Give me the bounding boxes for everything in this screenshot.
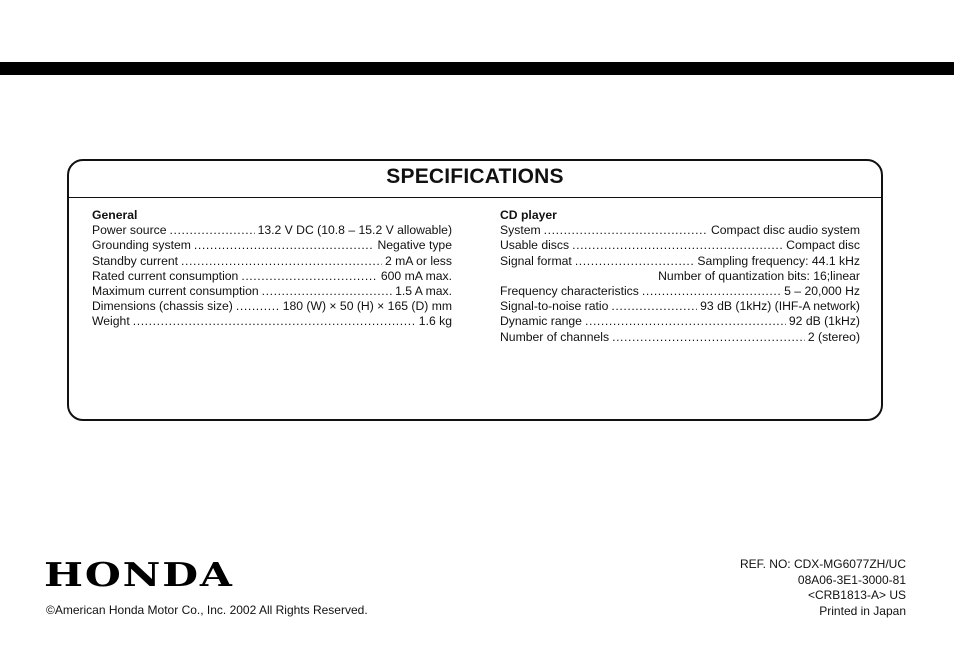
spec-value: 1.5 A max. <box>395 284 452 299</box>
spec-label: Standby current <box>92 253 179 268</box>
spec-value: 92 dB (1kHz) <box>788 314 860 329</box>
leader-dots <box>585 314 786 329</box>
spec-value: 2 (stereo) <box>807 329 860 344</box>
spec-row-number-of-channels <box>500 330 860 345</box>
leader-dots <box>572 238 783 253</box>
spec-value: 5 – 20,000 Hz <box>784 284 860 299</box>
spec-value: Compact disc audio system <box>710 223 860 238</box>
top-black-bar <box>0 62 954 75</box>
spec-label: Number of channels <box>500 329 610 344</box>
general-specs-column <box>92 208 452 330</box>
spec-label: Signal-to-noise ratio <box>500 299 609 314</box>
cd-player-heading: CD player <box>500 208 557 222</box>
spec-label: Maximum current consumption <box>92 284 259 299</box>
leader-dots <box>612 330 805 345</box>
spec-row-signal-format-continuation: Number of quantization bits: 16;linear <box>658 268 860 283</box>
spec-row-grounding-system <box>92 238 452 253</box>
specifications-title: SPECIFICATIONS <box>386 165 564 188</box>
spec-row-signal-to-noise <box>500 299 860 314</box>
printed-in: Printed in Japan <box>819 603 906 618</box>
leader-dots <box>241 269 378 284</box>
leader-dots <box>642 284 781 299</box>
spec-label: Frequency characteristics <box>500 284 639 299</box>
specifications-box <box>67 159 883 421</box>
spec-label: Signal format <box>500 253 572 268</box>
leader-dots <box>544 223 708 238</box>
spec-row-dynamic-range <box>500 314 860 329</box>
leader-dots <box>236 299 280 314</box>
spec-value: Compact disc <box>786 238 860 253</box>
spec-value: 180 (W) × 50 (H) × 165 (D) mm <box>282 299 452 314</box>
specifications-header <box>69 161 881 198</box>
leader-dots <box>611 299 697 314</box>
spec-value: Sampling frequency: 44.1 kHz <box>697 253 860 268</box>
spec-row-standby-current <box>92 254 452 269</box>
spec-label: Dynamic range <box>500 314 582 329</box>
spec-row-frequency-characteristics <box>500 284 860 299</box>
spec-label: Usable discs <box>500 238 570 253</box>
copyright-notice: ©American Honda Motor Co., Inc. 2002 All Rights Reserved. <box>46 603 368 617</box>
spec-value: 2 mA or less <box>384 253 452 268</box>
leader-dots <box>181 254 382 269</box>
reference-number: REF. NO: CDX-MG6077ZH/UC <box>739 557 906 571</box>
spec-row-usable-discs <box>500 238 860 253</box>
spec-row-maximum-current <box>92 284 452 299</box>
spec-label: System <box>500 223 541 238</box>
spec-label: Grounding system <box>92 238 191 253</box>
spec-label: Rated current consumption <box>92 268 239 283</box>
spec-value: 600 mA max. <box>380 268 452 283</box>
spec-row-system <box>500 223 860 238</box>
spec-label: Power source <box>92 223 167 238</box>
cd-player-specs-column <box>500 208 860 345</box>
leader-dots <box>133 314 416 329</box>
honda-logo: HONDA <box>44 555 234 594</box>
leader-dots <box>170 223 255 238</box>
spec-row-weight <box>92 314 452 329</box>
spec-row-rated-current <box>92 269 452 284</box>
spec-row-signal-format <box>500 254 860 269</box>
spec-value: 13.2 V DC (10.8 – 15.2 V allowable) <box>257 223 452 238</box>
reference-block <box>740 557 906 619</box>
spec-value: 1.6 kg <box>418 314 452 329</box>
general-heading: General <box>92 208 138 222</box>
leader-dots <box>575 254 695 269</box>
spec-value: 93 dB (1kHz) (IHF-A network) <box>700 299 860 314</box>
leader-dots <box>262 284 392 299</box>
spec-value: Negative type <box>377 238 452 253</box>
part-code: 08A06-3E1-3000-81 <box>797 572 906 587</box>
leader-dots <box>194 238 375 253</box>
spec-row-power-source <box>92 223 452 238</box>
spec-label: Dimensions (chassis size) <box>92 299 233 314</box>
spec-label: Weight <box>92 314 130 329</box>
model-code: <CRB1813-A> US <box>807 588 906 602</box>
spec-row-dimensions <box>92 299 452 314</box>
